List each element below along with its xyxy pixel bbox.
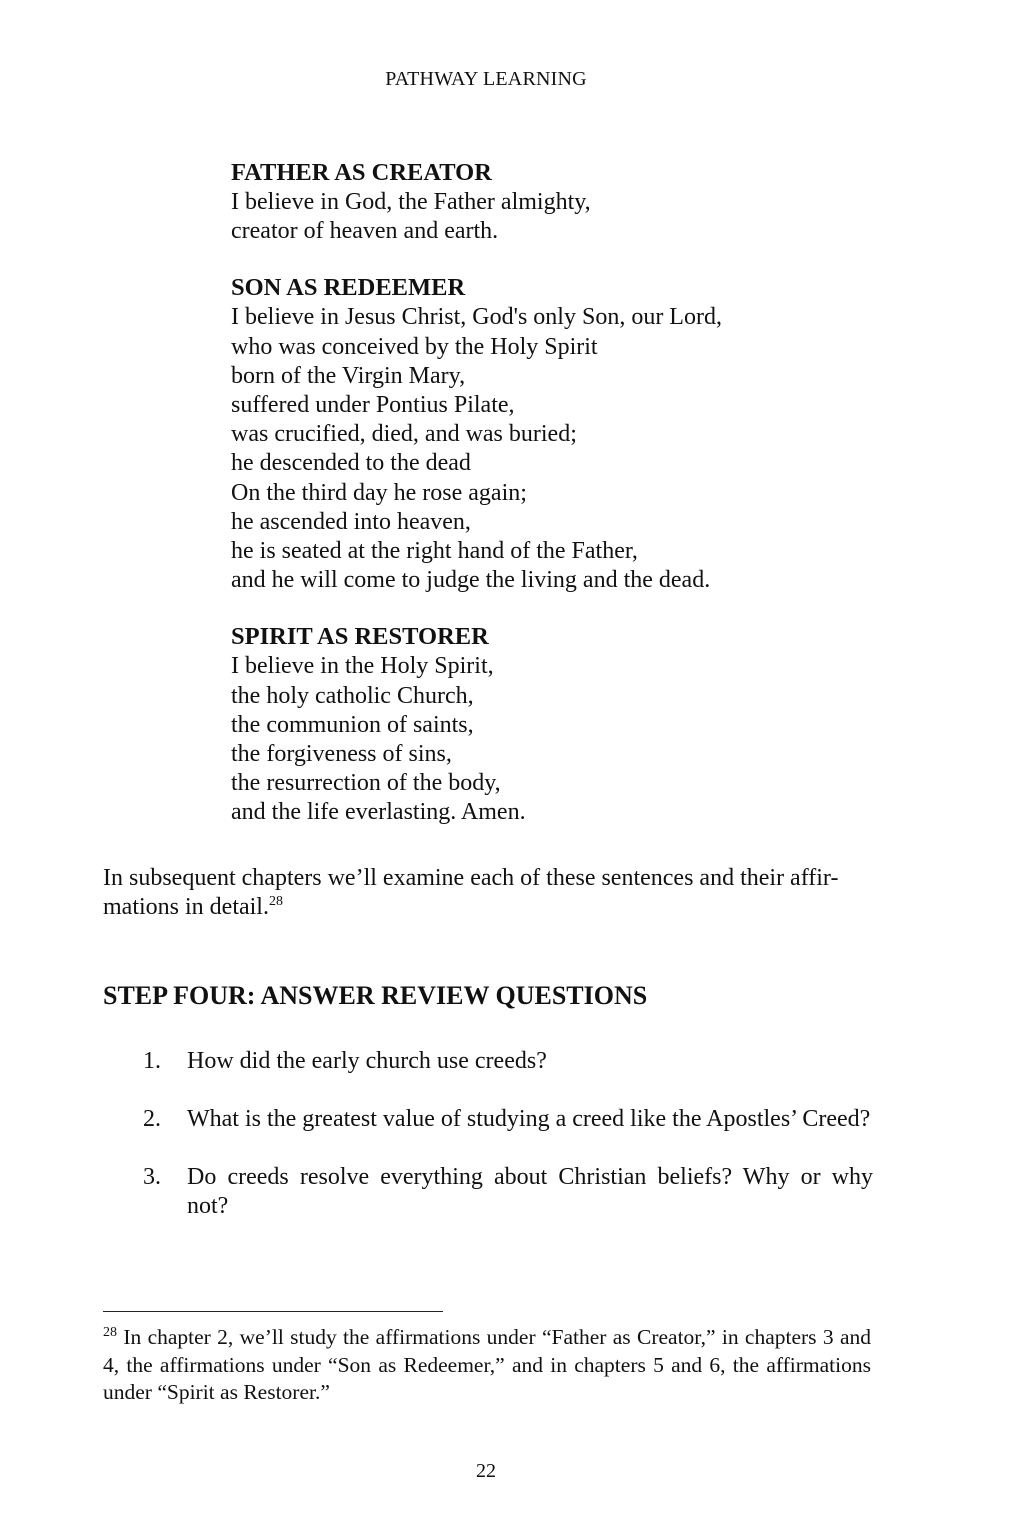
question-number: 1. bbox=[143, 1048, 161, 1074]
paragraph-text: In subsequent chapters we’ll examine each of these sentences and their affir- mations in detail. bbox=[103, 865, 839, 920]
creed-block bbox=[231, 158, 891, 855]
creed-line: he ascended into heaven, bbox=[231, 508, 471, 535]
question-text: How did the early church use creeds? bbox=[187, 1048, 547, 1074]
running-head: PATHWAY LEARNING bbox=[385, 68, 587, 90]
creed-line: I believe in the Holy Spirit, bbox=[231, 653, 494, 680]
creed-line: was crucified, died, and was buried; bbox=[231, 421, 577, 448]
question-number: 2. bbox=[143, 1106, 161, 1132]
footnote-ref: 28 bbox=[268, 894, 283, 909]
page-number: 22 bbox=[476, 1460, 496, 1482]
section-heading: STEP FOUR: ANSWER REVIEW QUESTIONS bbox=[103, 981, 648, 1010]
creed-line: the forgiveness of sins, bbox=[231, 741, 452, 768]
footnote-divider bbox=[103, 1311, 443, 1312]
question-text: What is the greatest value of studying a creed like the Apostles’ Creed? bbox=[187, 1106, 871, 1132]
creed-line: who was conceived by the Holy Spirit bbox=[231, 333, 598, 360]
creed-heading: FATHER AS CREATOR bbox=[231, 159, 492, 186]
question-item bbox=[103, 1163, 873, 1221]
footnote bbox=[103, 1324, 871, 1407]
question-number: 3. bbox=[143, 1164, 161, 1190]
creed-heading: SON AS REDEEMER bbox=[231, 274, 466, 302]
creed-line: the communion of saints, bbox=[231, 711, 474, 738]
creed-section-father bbox=[231, 158, 891, 246]
creed-line: and he will come to judge the living and the dead. bbox=[231, 567, 711, 594]
question-item bbox=[103, 1105, 873, 1134]
creed-line: and the life everlasting. Amen. bbox=[231, 799, 526, 826]
footnote-text: In chapter 2, we’ll study the affirmations under “Father as Creator,” in chapters 3 and 4, the affirmations under “Son as Redeemer,” and in chapters 5 and 6, the affirmations under “Spirit as Restorer.” bbox=[103, 1325, 871, 1404]
creed-line: born of the Virgin Mary, bbox=[231, 362, 466, 389]
creed-line: he is seated at the right hand of the Father, bbox=[231, 538, 638, 565]
creed-line: the holy catholic Church, bbox=[231, 682, 474, 709]
creed-line: I believe in God, the Father almighty, bbox=[231, 189, 591, 215]
creed-section-son bbox=[231, 273, 891, 595]
footnote-number: 28 bbox=[103, 1324, 117, 1340]
review-questions-list bbox=[103, 1047, 873, 1250]
creed-line: creator of heaven and earth. bbox=[231, 218, 499, 245]
body-paragraph bbox=[103, 864, 873, 922]
creed-line: I believe in Jesus Christ, God's only Son, our Lord, bbox=[231, 304, 722, 331]
creed-section-spirit bbox=[231, 622, 891, 827]
question-text: Do creeds resolve everything about Christian beliefs? Why or why not? bbox=[187, 1164, 873, 1219]
creed-line: he descended to the dead bbox=[231, 450, 471, 477]
creed-line: the resurrection of the body, bbox=[231, 770, 501, 797]
creed-line: On the third day he rose again; bbox=[231, 479, 527, 506]
question-item bbox=[103, 1047, 873, 1076]
creed-heading: SPIRIT AS RESTORER bbox=[231, 623, 489, 651]
creed-line: suffered under Pontius Pilate, bbox=[231, 392, 515, 419]
